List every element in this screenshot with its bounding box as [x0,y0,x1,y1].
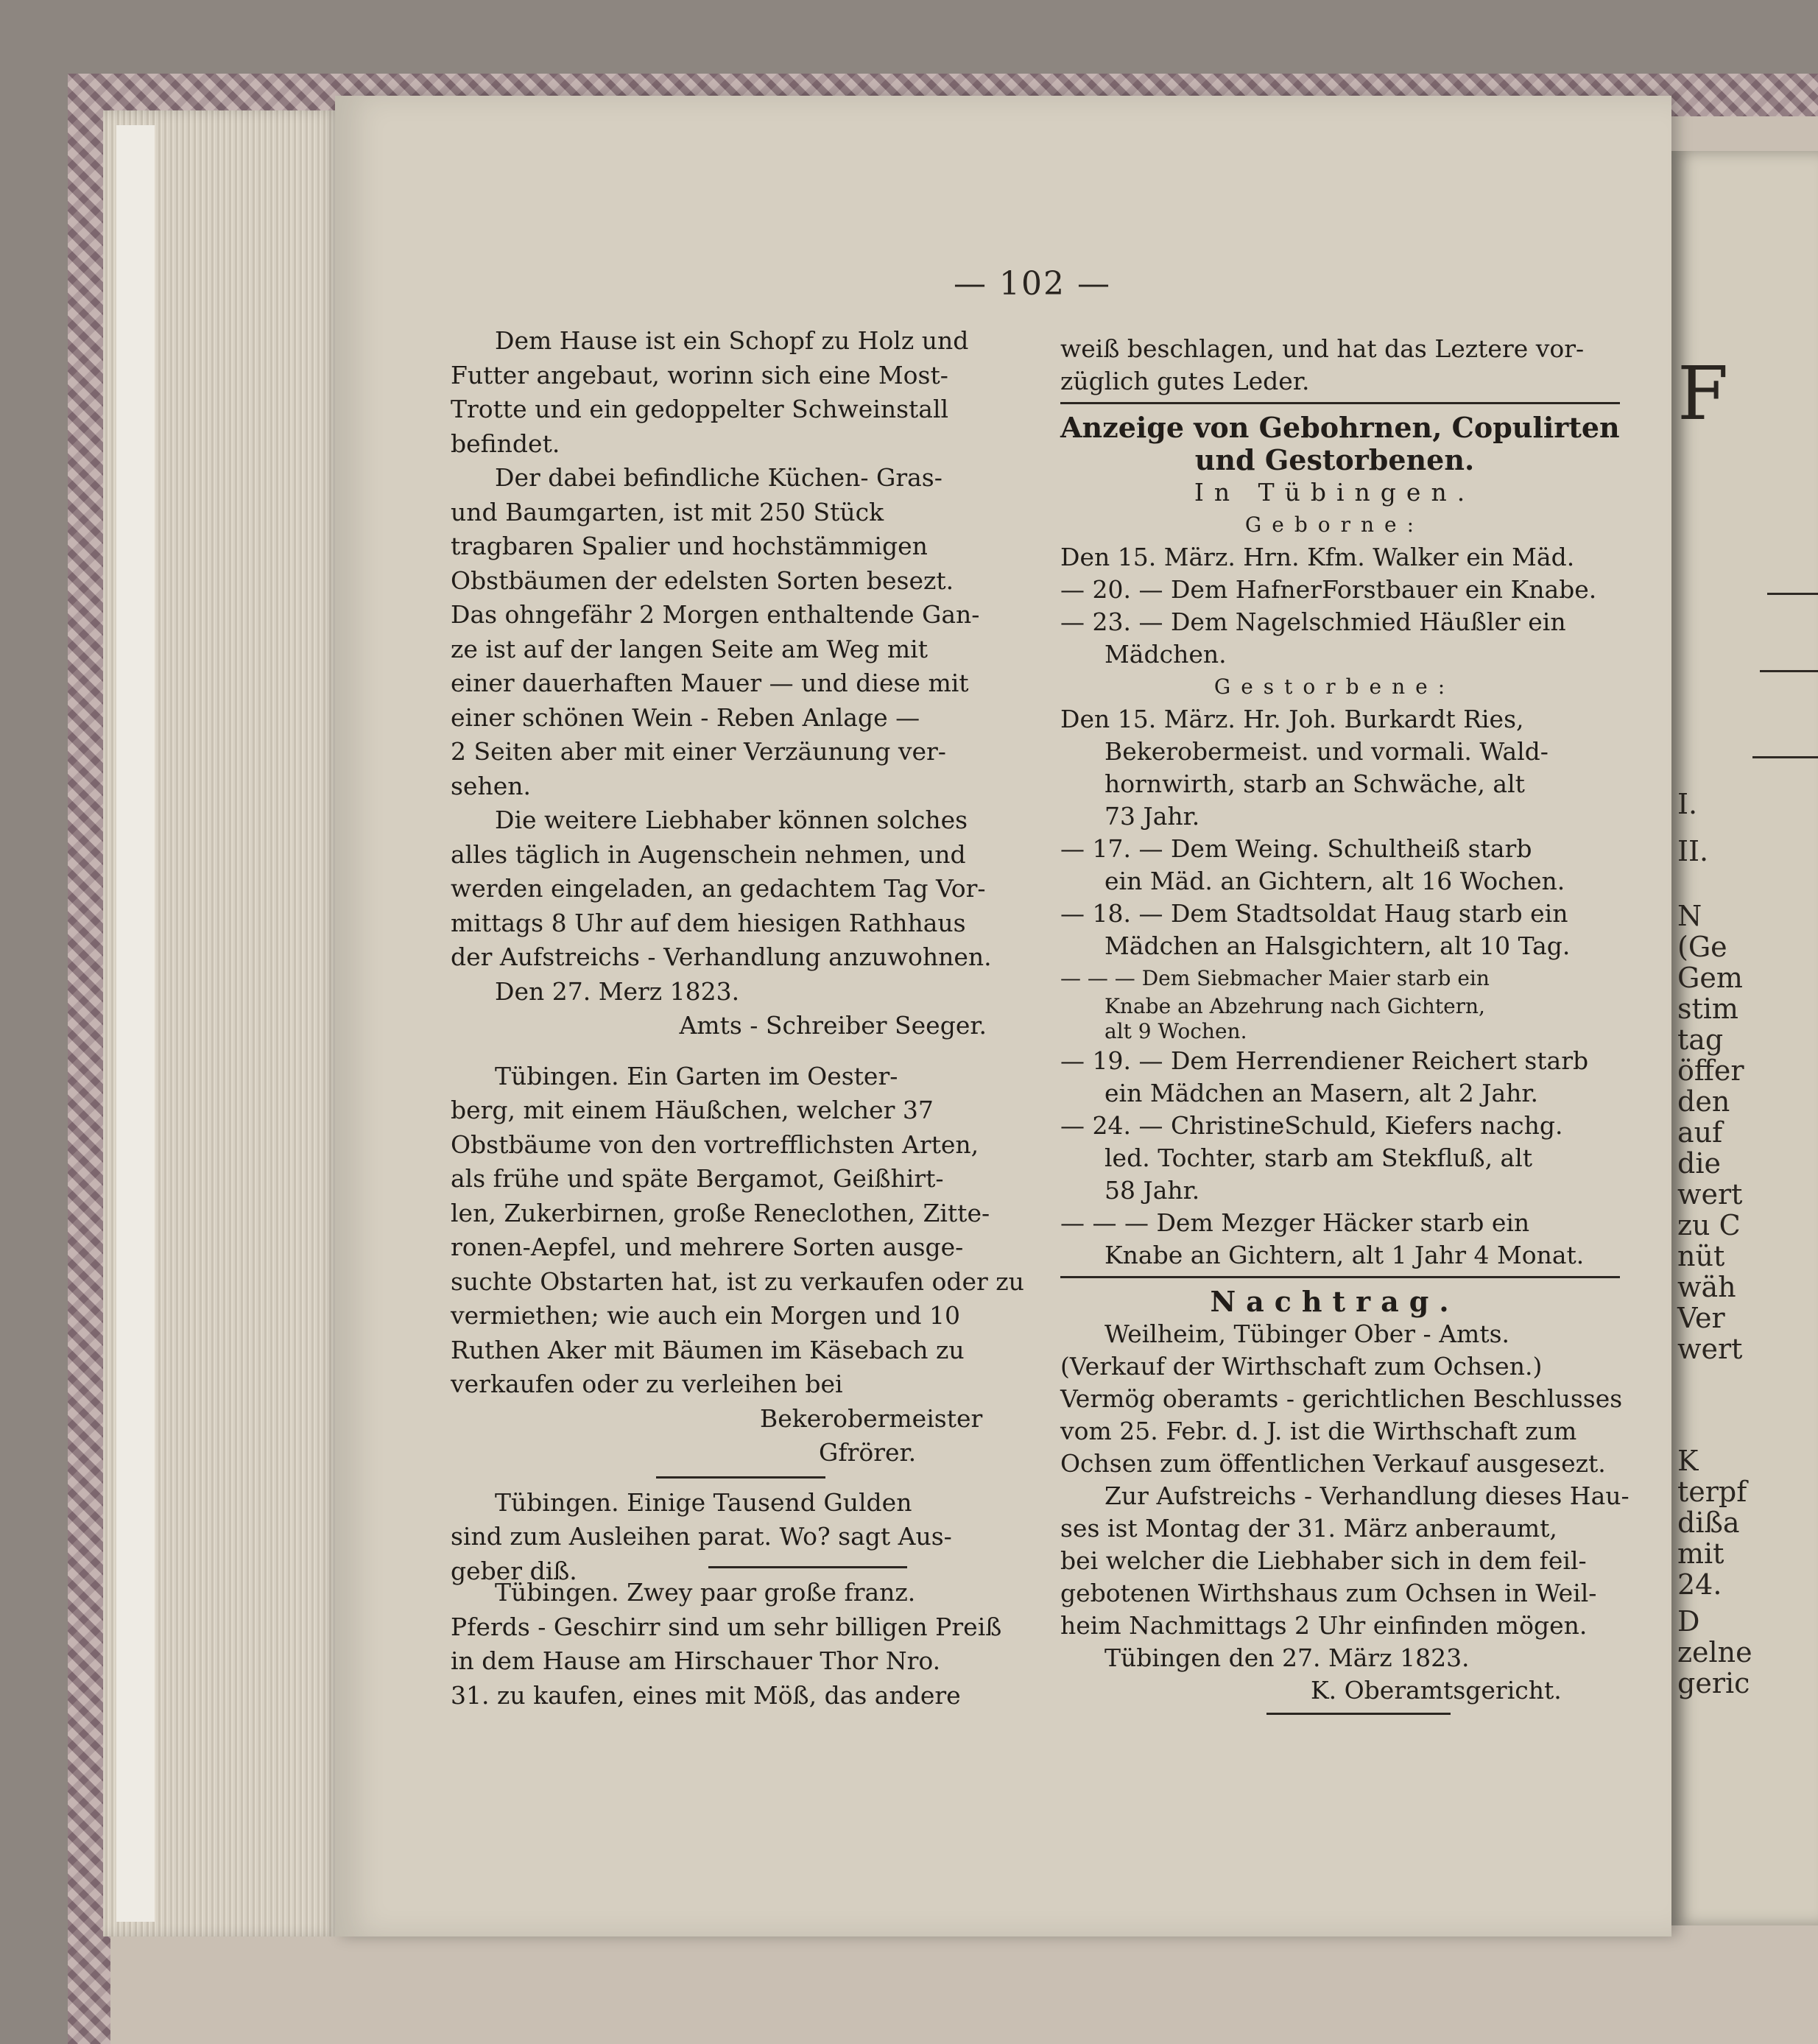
fragment-line: II. [1677,835,1709,867]
ad-harness [451,1576,1031,1713]
record-line: ein Mädchen an Masern, alt 2 Jahr. [1104,1079,1539,1107]
ad-loan [451,1486,1031,1589]
record-line: Mädchen an Halsgichtern, alt 10 Tag. [1104,931,1571,960]
paragraph [451,324,1031,461]
text-line: berg, mit einem Häußchen, welcher 37 [451,1096,934,1124]
fragment-line: D [1677,1605,1700,1638]
text-line: Tübingen. Einige Tausend Gulden [495,1487,912,1517]
fragment-line: wäh [1677,1271,1736,1303]
divider-rule [1266,1713,1451,1715]
text-line: weiß beschlagen, und hat das Leztere vor- [1060,334,1585,363]
text-line: Die weitere Liebhaber können solches [495,806,968,834]
text-line: verkaufen oder zu verleihen bei [451,1370,843,1398]
fragment-line: Ver [1677,1302,1725,1334]
text-line: als frühe und späte Bergamot, Geißhirt- [451,1164,944,1193]
endpaper-strip [116,125,155,1922]
record-line: led. Tochter, starb am Stekfluß, alt [1104,1143,1533,1172]
text-line: Dem Hause ist ein Schopf zu Holz und [495,326,969,355]
fragment-line: N [1677,900,1702,932]
fragment-line: (Ge [1677,931,1727,963]
record-line: ein Mäd. an Gichtern, alt 16 Wochen. [1104,867,1565,895]
record-line: Knabe an Abzehrung nach Gichtern, [1104,994,1485,1018]
text-line: züglich gutes Leder. [1060,367,1310,395]
record-line: — 19. — Dem Herrendiener Reichert starb [1060,1046,1589,1075]
text-line: Trotte und ein gedoppelter Schweinstall [451,395,949,423]
record-line: Den 15. März. Hrn. Kfm. Walker ein Mäd. [1060,543,1575,571]
text-line: Das ohngefähr 2 Morgen enthaltende Gan- [451,600,980,629]
supplement-title: Nachtrag. [1210,1285,1459,1318]
fragment-line: wert [1677,1178,1743,1210]
section-heading: und Gestorbenen. [1194,443,1475,476]
fragment-rule [1752,756,1818,758]
fragment-line: terpf [1677,1476,1747,1508]
record-line: Bekerobermeist. und vormali. Wald- [1104,737,1549,766]
fragment-line: den [1677,1085,1730,1118]
spacer [451,1043,1031,1060]
text-line: einer schönen Wein - Reben Anlage — [451,702,920,732]
subheading-died: Gestorbene: [1213,674,1456,699]
subheading-born: Geborne: [1244,512,1425,537]
divider-rule [708,1566,907,1568]
fragment-line: mit [1677,1537,1724,1570]
text-line: Zur Aufstreichs - Verhandlung dieses Hau- [1104,1481,1629,1510]
supplement-signature: K. Oberamtsgericht. [1311,1676,1562,1705]
section-heading: Anzeige von Gebohrnen, Copulirten [1060,411,1620,444]
text-line: Der dabei befindliche Küchen- Gras- [495,463,943,492]
fragment-line: K [1677,1445,1699,1477]
fragment-line: dißa [1677,1506,1740,1539]
text-line: Ochsen zum öffentlichen Verkauf ausgesezt. [1060,1449,1606,1478]
record-line: alt 9 Wochen. [1104,1019,1247,1043]
text-line: tragbaren Spalier und hochstämmigen [451,532,928,560]
supplement-date: Tübingen den 27. März 1823. [1104,1643,1470,1672]
fragment-line: geric [1677,1667,1750,1699]
text-line: heim Nachmittags 2 Uhr einfinden mögen. [1060,1611,1588,1640]
divider-rule [1060,402,1620,404]
text-line: Tübingen. Ein Garten im Oester- [495,1061,898,1090]
signature: Amts - Schreiber Seeger. [679,1011,987,1040]
facing-page-fragment [1671,151,1818,1925]
text-line: vermiethen; wie auch ein Morgen und 10 [451,1301,960,1330]
text-line: einer dauerhaften Mauer — und diese mit [451,669,969,697]
text-line: bei welcher die Liebhaber sich in dem feil- [1060,1546,1587,1575]
text-line: ronen-Aepfel, und mehrere Sorten ausge- [451,1233,964,1261]
ad-garden [451,1060,1031,1470]
fragment-line: stim [1677,993,1738,1025]
signer-name: Gfrörer. [819,1438,917,1467]
text-line: suchte Obstarten hat, ist zu verkaufen oder zu [451,1266,1024,1296]
text-line: 2 Seiten aber mit einer Verzäunung ver- [451,737,946,766]
divider-rule [1060,1276,1620,1278]
text-line: sehen. [451,771,531,800]
fragment-line: die [1677,1147,1721,1180]
record-line: — 18. — Dem Stadtsoldat Haug starb ein [1060,899,1568,928]
fragment-line: I. [1677,788,1698,820]
record-line: 73 Jahr. [1104,802,1200,831]
right-column [1060,333,1629,1722]
date-line: Den 27. Merz 1823. [495,976,740,1006]
text-line: len, Zukerbirnen, große Reneclothen, Zitte- [451,1198,990,1227]
fragment-rule [1767,593,1818,595]
record-line: — 20. — Dem HafnerForstbauer ein Knabe. [1060,575,1597,604]
text-line: befindet. [451,429,560,458]
text-line: der Aufstreichs - Verhandlung anzuwohnen. [451,942,992,971]
fragment-line: 24. [1677,1568,1722,1601]
fragment-line: wert [1677,1333,1743,1365]
fragment-line: tag [1677,1023,1724,1056]
text-line: (Verkauf der Wirthschaft zum Ochsen.) [1060,1352,1543,1381]
record-line: 58 Jahr. [1104,1176,1200,1205]
text-line: sind zum Ausleihen parat. Wo? sagt Aus- [451,1522,952,1551]
text-line: Tübingen. Zwey paar große franz. [495,1578,916,1607]
record-line: Knabe an Gichtern, alt 1 Jahr 4 Monat. [1104,1241,1585,1269]
supplement-place: Weilheim, Tübinger Ober - Amts. [1104,1319,1510,1348]
text-line: Futter angebaut, worinn sich eine Most- [451,360,948,390]
paragraph [451,803,1031,975]
text-line: ze ist auf der langen Seite am Weg mit [451,634,928,663]
text-line: gebotenen Wirthshaus zum Ochsen in Weil- [1060,1579,1597,1607]
text-line: alles täglich in Augenschein nehmen, und [451,839,966,869]
text-line: Obstbäumen der edelsten Sorten besezt. [451,565,954,595]
text-line: Obstbäume von den vortrefflichsten Arten, [451,1130,979,1159]
text-line: Pferds - Geschirr sind um sehr billigen Preiß [451,1612,1002,1641]
record-line: Den 15. März. Hr. Joh. Burkardt Ries, [1060,705,1524,733]
text-line: Ruthen Aker mit Bäumen im Käsebach zu [451,1335,965,1364]
paragraph [451,461,1031,803]
fragment-initial: F [1677,350,1729,437]
record-line: — — — Dem Siebmacher Maier starb ein [1060,966,1490,990]
divider-rule [656,1476,825,1479]
record-line: — 17. — Dem Weing. Schultheiß starb [1060,834,1532,863]
left-column [451,324,1031,1713]
fragment-line: öffer [1677,1054,1744,1087]
text-line: Vermög oberamts - gerichtlichen Beschlusses [1060,1384,1623,1413]
fragment-line: Gem [1677,962,1743,994]
text-line: und Baumgarten, ist mit 250 Stück [451,497,884,526]
record-line: — — — Dem Mezger Häcker starb ein [1060,1208,1530,1237]
text-line: werden eingeladen, an gedachtem Tag Vor- [451,874,986,903]
record-line: — 24. — ChristineSchuld, Kiefers nachg. [1060,1111,1563,1140]
text-line: vom 25. Febr. d. J. ist die Wirthschaft zum [1060,1417,1577,1445]
text-line: ses ist Montag der 31. März anberaumt, [1060,1514,1557,1543]
fragment-rule [1760,670,1818,672]
text-line: geber diß. [451,1556,577,1585]
fragment-line: auf [1677,1116,1723,1149]
record-line: hornwirth, starb an Schwäche, alt [1104,769,1525,798]
signer-title: Bekerobermeister [760,1403,983,1433]
text-line: in dem Hause am Hirschauer Thor Nro. [451,1646,941,1675]
record-line: Mädchen. [1104,640,1227,669]
page-number: — 102 — [954,265,1111,303]
fragment-line: nüt [1677,1240,1725,1272]
place-heading: In Tübingen. [1194,478,1476,507]
fragment-line: zelne [1677,1636,1752,1668]
text-line: 31. zu kaufen, eines mit Möß, das andere [451,1680,961,1710]
fragment-line: zu C [1677,1209,1741,1241]
record-line: — 23. — Dem Nagelschmied Häußler ein [1060,607,1566,636]
text-line: mittags 8 Uhr auf dem hiesigen Rathhaus [451,908,966,937]
